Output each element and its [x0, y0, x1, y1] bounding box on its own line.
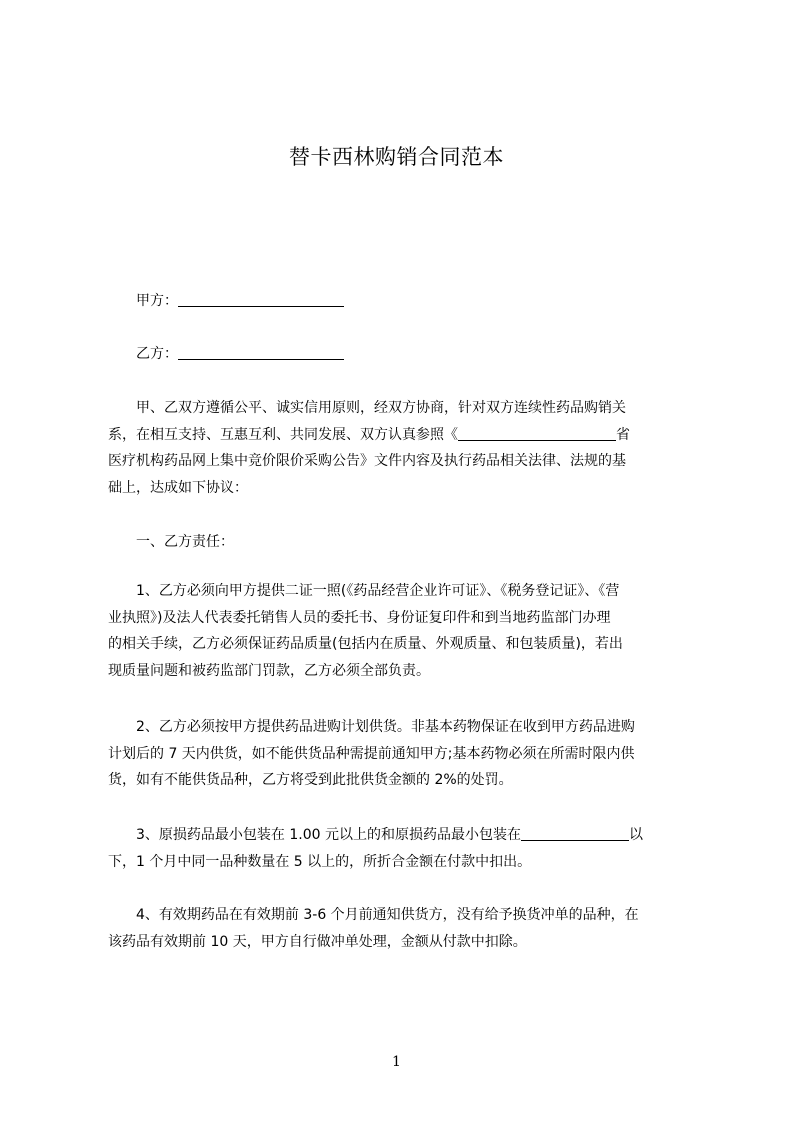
party-b-blank [178, 345, 344, 360]
province-blank [458, 426, 616, 441]
clause-3-line-1-end: 以 [628, 827, 643, 843]
section-1-heading: 一、乙方责任： [136, 534, 234, 550]
clause-3-line-2: 下，1 个月中同一品种数量在 5 以上的，所折合金额在付款中扣出。 [108, 853, 532, 870]
clause-2-line-3: 货，如有不能供货品种，乙方将受到此批供货金额的 2%的处罚。 [108, 772, 513, 789]
page-number: 1 [392, 1054, 401, 1070]
intro-paragraph [108, 395, 698, 502]
party-b-line [136, 344, 344, 364]
clause-4-line-1: 4、有效期药品在有效期前 3-6 个月前通知供货方，没有给予换货冲单的品种，在 [136, 907, 639, 923]
intro-line-2 [108, 422, 698, 449]
clause-1-line-3: 的相关手续，乙方必须保证药品质量(包括内在质量、外观质量、和包装质量)，若出 [108, 636, 623, 653]
party-b-label: 乙方： [136, 346, 178, 362]
package-limit-blank [521, 826, 629, 841]
clause-1-paragraph [108, 578, 698, 685]
clause-3-line-1-text: 3、原损药品最小包装在 1.00 元以上的和原损药品最小包装在 [136, 827, 521, 843]
intro-line-1: 甲、乙双方遵循公平、诚实信用原则，经双方协商，针对双方连续性药品购销关 [136, 400, 626, 416]
clause-1-line-1: 1、乙方必须向甲方提供二证一照(《药品经营企业许可证》、《税务登记证》、《营 [136, 583, 620, 599]
clause-4-paragraph [108, 902, 698, 955]
party-a-line [136, 291, 344, 311]
clause-2-line-1: 2、乙方必须按甲方提供药品进购计划供货。非基本药物保证在收到甲方药品进购 [136, 719, 635, 735]
party-a-label: 甲方： [136, 293, 178, 309]
document-title: 替卡西林购销合同范本 [289, 145, 504, 169]
clause-1-line-4: 现质量问题和被药监部门罚款，乙方必须全部负责。 [108, 663, 430, 680]
clause-4-line-2: 该药品有效期前 10 天，甲方自行做冲单处理，金额从付款中扣除。 [108, 933, 527, 950]
intro-line-3: 医疗机构药品网上集中竞价限价采购公告》文件内容及执行药品相关法律、法规的基 [108, 453, 626, 470]
intro-line-2-text: 系，在相互支持、互惠互利、共同发展、双方认真参照《 [108, 426, 458, 443]
clause-2-paragraph [108, 714, 698, 794]
party-a-blank [178, 292, 344, 307]
clause-3-paragraph [108, 822, 698, 875]
intro-line-2-end: 省 [616, 426, 630, 443]
clause-3-line-1 [108, 822, 698, 849]
clause-2-line-2: 计划后的 7 天内供货，如不能供货品种需提前通知甲方;基本药物必须在所需时限内供 [108, 745, 635, 762]
clause-1-line-2: 业执照》)及法人代表委托销售人员的委托书、身份证复印件和到当地药监部门办理 [108, 609, 611, 626]
intro-line-4: 础上，达成如下协议： [108, 480, 248, 497]
